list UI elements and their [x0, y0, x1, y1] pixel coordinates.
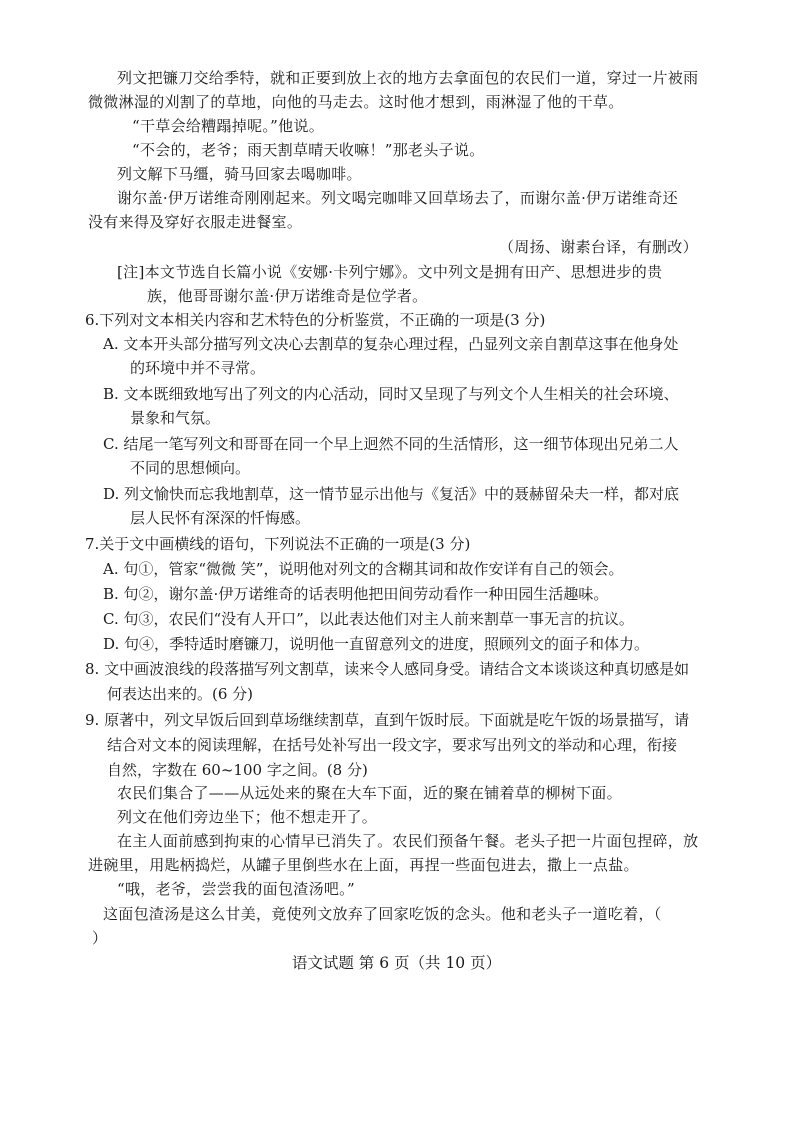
question-9: 9. 原著中，列文早饭后回到草场继续割草，直到午饭时辰。下面就是吃午饭的场景描写，请	[85, 711, 690, 729]
question-9-cont: 自然，字数在 60~100 字之间。(8 分)	[107, 761, 368, 779]
q7-option-c: C. 句③，农民们“没有人开口”，以此表达他们对主人前来割草一事无言的抗议。	[103, 610, 634, 628]
q7-option-d: D. 句④，季特适时磨镰刀，说明他一直留意列文的进度，照顾列文的面子和体力。	[103, 635, 650, 653]
passage-line: “干草会给糟蹋掉呢。”他说。	[132, 117, 325, 135]
passage-line: 谢尔盖·伊万诺维奇刚刚起来。列文喝完咖啡又回草场去了，而谢尔盖·伊万诺维奇还	[117, 189, 678, 207]
passage-note: [注]本文节选自长篇小说《安娜·卡列宁娜》。文中列文是拥有田产、思想进步的贵	[117, 263, 663, 281]
excerpt-line: 农民们集合了——从远处来的聚在大车下面，近的聚在铺着草的柳树下面。	[117, 784, 622, 802]
passage-line: 列文解下马缰，骑马回家去喝咖啡。	[117, 165, 362, 183]
q6-option-d-cont: 层人民怀有深深的忏悔感。	[130, 509, 311, 527]
passage-note: 族，他哥哥谢尔盖·伊万诺维奇是位学者。	[147, 287, 428, 305]
excerpt-line: 这面包渣汤是这么甘美，竟使列文放弃了回家吃饭的念头。他和老头子一道吃着，（	[103, 905, 662, 923]
excerpt-line: 在主人面前感到拘束的心情早已消失了。农民们预备午餐。老头子把一片面包捏碎，放	[117, 832, 699, 850]
page-footer: 语文试题 第 6 页（共 10 页）	[291, 954, 502, 972]
passage-line: 列文把镰刀交给季特，就和正要到放上衣的地方去拿面包的农民们一道，穿过一片被雨	[117, 69, 699, 87]
question-8-cont: 何表达出来的。(6 分)	[107, 685, 254, 703]
question-7-stem: 7.关于文中画横线的语句，下列说法不正确的一项是(3 分)	[85, 535, 471, 553]
excerpt-line: 进碗里，用匙柄捣烂，从罐子里倒些水在上面，再捏一些面包进去，撒上一点盐。	[88, 856, 639, 874]
passage-source: （周扬、谢素台译，有删改）	[499, 238, 698, 256]
q7-option-a: A. 句①，管家“微微 笑”，说明他对列文的含糊其词和故作安详有自己的领会。	[103, 560, 624, 578]
passage-line: 微微淋湿的刈割了的草地，向他的马走去。这时他才想到，雨淋湿了他的干草。	[88, 93, 624, 111]
passage-line: 没有来得及穿好衣服走进餐室。	[88, 213, 303, 231]
question-6-stem: 6.下列对文本相关内容和艺术特色的分析鉴赏，不正确的一项是(3 分)	[85, 311, 546, 329]
q6-option-a-cont: 的环境中并不寻常。	[130, 359, 266, 377]
question-8: 8. 文中画波浪线的段落描写列文割草，读来令人感同身受。请结合文本谈谈这种真切感是如	[85, 660, 690, 678]
q6-option-a: A. 文本开头部分描写列文决心去割草的复杂心理过程，凸显列文亲自割草这事在他身处	[103, 335, 679, 353]
q6-option-b-cont: 景象和气氛。	[130, 409, 221, 427]
question-9-cont: 结合对文本的阅读理解，在括号处补写出一段文字，要求写出列文的举动和心理，衔接	[107, 736, 678, 754]
answer-blank-close: ）	[92, 929, 108, 947]
q6-option-c: C. 结尾一笔写列文和哥哥在同一个早上迥然不同的生活情形，这一细节体现出兄弟二人	[103, 435, 679, 453]
q6-option-c-cont: 不同的思想倾向。	[130, 459, 251, 477]
excerpt-line: “哦，老爷，尝尝我的面包渣汤吧。”	[117, 880, 355, 898]
excerpt-line: 列文在他们旁边坐下；他不想走开了。	[117, 808, 378, 826]
q6-option-d: D. 列文愉快而忘我地割草，这一情节显示出他与《复活》中的聂赫留朵夫一样，都对底	[103, 485, 680, 503]
q7-option-b: B. 句②，谢尔盖·伊万诺维奇的话表明他把田间劳动看作一种田园生活趣味。	[103, 585, 609, 603]
q6-option-b: B. 文本既细致地写出了列文的内心活动，同时又呈现了与列文个人生相关的社会环境、	[103, 385, 679, 403]
passage-line: “不会的，老爷；雨天割草晴天收嘛！”那老头子说。	[132, 141, 485, 159]
